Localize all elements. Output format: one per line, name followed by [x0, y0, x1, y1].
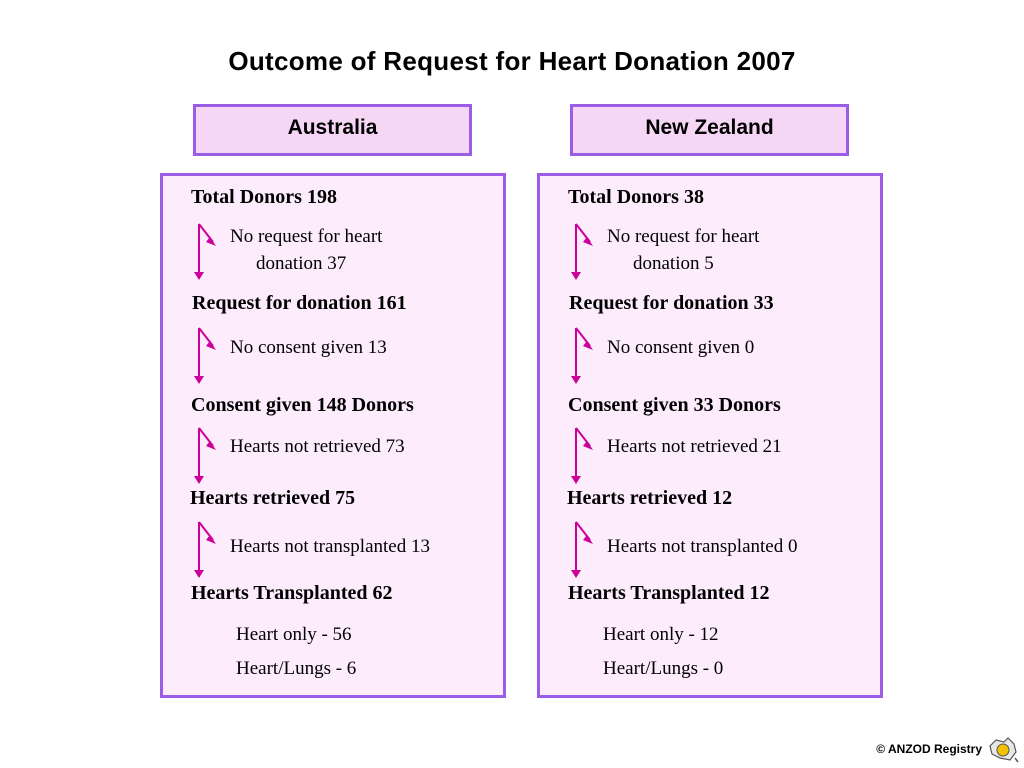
anzod-logo-icon — [986, 736, 1020, 764]
hearts-transplanted: Hearts Transplanted 62 — [191, 582, 393, 604]
consent-given: Consent given 148 Donors — [191, 394, 414, 416]
australia-panel — [160, 173, 506, 698]
australia-header: Australia — [193, 104, 472, 156]
heart-lungs: Heart/Lungs - 0 — [603, 658, 724, 679]
total-donors: Total Donors 198 — [191, 186, 337, 208]
heart-only: Heart only - 12 — [603, 624, 719, 645]
branch-arrow-icon — [189, 518, 225, 582]
branch-arrow-icon — [189, 324, 225, 388]
branch-arrow-icon — [566, 424, 602, 488]
request-for-donation: Request for donation 33 — [569, 292, 774, 314]
no-request-label: No request for heart — [230, 226, 383, 247]
branch-arrow-icon — [189, 220, 225, 284]
heart-lungs: Heart/Lungs - 6 — [236, 658, 357, 679]
branch-arrow-icon — [566, 518, 602, 582]
hearts-not-retrieved: Hearts not retrieved 73 — [230, 436, 405, 457]
branch-arrow-icon — [566, 324, 602, 388]
no-request-count: donation 5 — [633, 253, 714, 274]
no-consent-label: No consent given 0 — [607, 337, 755, 358]
hearts-not-transplanted: Hearts not transplanted 0 — [607, 536, 798, 557]
hearts-transplanted: Hearts Transplanted 12 — [568, 582, 770, 604]
hearts-retrieved: Hearts retrieved 75 — [190, 487, 356, 509]
hearts-retrieved: Hearts retrieved 12 — [567, 487, 733, 509]
no-consent-label: No consent given 13 — [230, 337, 387, 358]
branch-arrow-icon — [189, 424, 225, 488]
hearts-not-transplanted: Hearts not transplanted 13 — [230, 536, 430, 557]
no-request-count: donation 37 — [256, 253, 347, 274]
page-title: Outcome of Request for Heart Donation 2007 — [228, 46, 796, 76]
consent-given: Consent given 33 Donors — [568, 394, 781, 416]
request-for-donation: Request for donation 161 — [192, 292, 407, 314]
copyright-footer: © ANZOD Registry — [876, 742, 982, 756]
total-donors: Total Donors 38 — [568, 186, 704, 208]
hearts-not-retrieved: Hearts not retrieved 21 — [607, 436, 782, 457]
new-zealand-panel — [537, 173, 883, 698]
new-zealand-header: New Zealand — [570, 104, 849, 156]
branch-arrow-icon — [566, 220, 602, 284]
no-request-label: No request for heart — [607, 226, 760, 247]
heart-only: Heart only - 56 — [236, 624, 352, 645]
